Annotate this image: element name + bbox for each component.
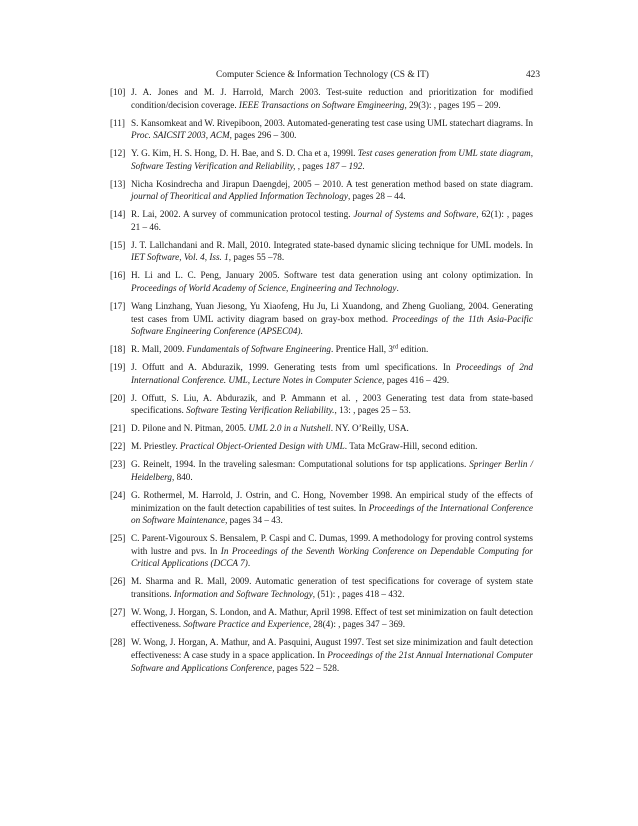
running-header [110, 68, 540, 82]
reference-text-segment: S. Kansomkeat and W. Rivepiboon, 2003. Automated-generating test case using UML statechart diagrams. In [131, 117, 533, 128]
reference-text [131, 575, 533, 600]
reference-number: [13] [110, 178, 126, 189]
reference-entry [110, 147, 533, 172]
reference-entry [110, 208, 533, 233]
reference-text-segment: H. Li and L. C. Peng, January 2005. Software test data generation using ant colony optimization. In [131, 270, 533, 281]
reference-number: [27] [110, 606, 126, 617]
reference-entry [110, 269, 533, 294]
journal-title: Computer Science & Information Technology (CS & IT) [216, 70, 429, 80]
reference-text [131, 178, 533, 203]
page-number: 423 [525, 70, 540, 80]
reference-text-segment: J. Offutt and A. Abdurazik, 1999. Generating tests from uml specifications. In [131, 362, 456, 373]
reference-text-segment: . [362, 160, 365, 171]
reference-text-segment: Wang Linzhang, Yuan Jiesong, Yu Xiaofeng, Hu Ju, Li Xuandong, and Zheng Guoliang, 2004. Generating test cases from UML activity diagram based on gray-box method. [131, 301, 533, 324]
reference-text [131, 440, 533, 453]
reference-text-segment: , pages 296 – 300. [229, 130, 297, 141]
reference-text-segment: , 13: , pages 25 – 53. [334, 405, 411, 416]
reference-text-segment: W. Wong, J. Horgan, S. London, and A. Mathur, April 1998. Effect of test set minimization on fault detection effectiveness. [131, 606, 533, 630]
reference-italic-text: IET Software, Vol. 4, Iss. 1 [131, 252, 229, 263]
reference-entry [110, 361, 533, 386]
reference-number: [16] [110, 270, 126, 281]
reference-text-segment: . [396, 283, 399, 294]
reference-text [131, 532, 533, 570]
reference-number: [12] [110, 148, 126, 159]
reference-text-segment: . [300, 326, 303, 337]
reference-entry [110, 422, 533, 435]
reference-text-segment: , pages [295, 160, 326, 171]
reference-text-segment: , pages 522 – 528. [272, 662, 340, 673]
reference-text [131, 300, 533, 338]
reference-italic-text: 187 – 192 [325, 160, 363, 171]
reference-number: [18] [110, 344, 126, 355]
reference-italic-text: Proceedings of the International Conference on Software Maintenance [131, 502, 533, 526]
reference-text-segment: J. A. Jones and M. J. Harrold, March 2003. Test-suite reduction and prioritization for modified condition/decision coverage. [131, 87, 533, 110]
reference-italic-text: Proceedings of 2nd International Conference. UML, Lecture Notes in Computer Science [131, 362, 533, 385]
reference-text-segment: , pages 55 –78. [228, 252, 285, 263]
reference-number: [17] [110, 301, 126, 312]
reference-text-segment: , 29(3): , pages 195 – 209. [404, 99, 501, 110]
reference-entry [110, 440, 533, 453]
reference-entry [110, 532, 533, 570]
reference-number: [24] [110, 489, 126, 500]
reference-italic-text: Proc. SAICSIT 2003, ACM [131, 130, 230, 141]
reference-entry [110, 343, 533, 356]
reference-italic-text: journal of Theoritical and Applied Information Technology [131, 191, 348, 202]
reference-italic-text: In Proceedings of the Seventh Working Conference on Dependable Computing for Critical Applications (DCCA 7) [131, 545, 533, 569]
reference-text-segment: W. Wong, J. Horgan, A. Mathur, and A. Pasquini, August 1997. Test set size minimization and fault detection effectiveness: A case study in a space application. In [131, 637, 533, 660]
reference-text [131, 208, 533, 233]
reference-italic-text: Proceedings of World Academy of Science, Engineering and Technology [131, 283, 397, 294]
reference-italic-text: Information and Software Technology [173, 588, 313, 599]
reference-entry [110, 575, 533, 600]
reference-entry [110, 392, 533, 417]
reference-number: [10] [110, 87, 126, 97]
reference-italic-text: UML 2.0 in a Nutshell [248, 423, 331, 434]
reference-text-segment: . NY. O’Reilly, USA. [330, 423, 409, 434]
reference-text [131, 269, 533, 294]
reference-text-segment: . Prentice Hall, 3 [331, 344, 393, 355]
reference-italic-text: Software Practice and Experience [183, 619, 309, 630]
reference-number: [11] [110, 117, 125, 128]
reference-text [131, 117, 533, 142]
reference-number: [15] [110, 239, 126, 250]
reference-text-segment: , (51): , pages 418 – 432. [312, 588, 405, 599]
reference-text [131, 422, 533, 435]
reference-entry [110, 178, 533, 203]
reference-italic-text: Software Testing Verification Reliability. [186, 405, 335, 416]
reference-text-segment: , 28(4): , pages 347 – 369. [308, 619, 406, 630]
reference-text-segment: M. Sharma and R. Mall, 2009. Automatic generation of test specifications for coverage of system state transitions. [131, 576, 533, 599]
reference-text [131, 458, 533, 483]
reference-number: [21] [110, 423, 126, 434]
reference-number: [25] [110, 533, 126, 544]
reference-text-segment: M. Priestley. [131, 441, 180, 452]
reference-italic-text: Test cases generation from UML state diagram, Software Testing Verification and Reliability, [131, 148, 533, 171]
reference-italic-text: IEEE Transactions on Software Emgineering [238, 99, 405, 110]
reference-italic-text: Springer Berlin / Heidelberg [131, 459, 533, 482]
reference-italic-text: Proceedings of the 11th Asia-Pacific Software Engineering Conference (APSEC04) [131, 313, 533, 337]
reference-text-segment: C. Parent-Vigouroux S. Bensalem, P. Caspi and C. Dumas, 1999. A methodology for proving control systems with lustre and pvs. In [131, 533, 533, 556]
reference-text-segment: J. T. Lallchandani and R. Mall, 2010. Integrated state-based dynamic slicing technique for UML models. In [131, 239, 533, 250]
reference-number: [14] [110, 209, 126, 220]
reference-number: [22] [110, 441, 126, 452]
reference-text [131, 343, 533, 356]
reference-entry [110, 300, 533, 338]
reference-entry [110, 86, 533, 111]
reference-text [131, 606, 533, 631]
reference-list [110, 86, 533, 680]
reference-text-segment: G. Rothermel, M. Harrold, J. Ostrin, and C. Hong, November 1998. An empirical study of the effects of minimization on the fault detection capabilities of test suites. In [131, 489, 533, 513]
reference-italic-text: Fundamentals of Software Engineering [186, 344, 331, 355]
reference-text-segment: . [247, 558, 251, 569]
reference-text [131, 361, 533, 386]
reference-text-segment: G. Reinelt, 1994. In the traveling salesman: Computational solutions for tsp applications. [131, 459, 470, 470]
reference-entry [110, 458, 533, 483]
reference-text-segment: , pages 28 – 44. [347, 191, 406, 202]
reference-superscript: rd [393, 343, 399, 351]
reference-text-segment: R. Lai, 2002. A survey of communication protocol testing. [131, 209, 354, 220]
reference-number: [26] [110, 576, 126, 587]
reference-text [131, 636, 533, 674]
reference-italic-text: Proceedings of the 21st Annual International Computer Software and Applications Conference [131, 650, 533, 673]
reference-text-segment: J. Offutt, S. Liu, A. Abdurazik, and P. Ammann et al. , 2003 Generating test data from state-based specifications. [131, 392, 533, 416]
reference-text [131, 86, 533, 111]
reference-text-segment: . Tata McGraw-Hill, second edition. [344, 441, 478, 452]
reference-entry [110, 636, 533, 674]
reference-text-segment: , 840. [172, 471, 193, 482]
reference-text-segment: Y. G. Kim, H. S. Hong, D. H. Bae, and S. D. Cha et a, 1999l. [131, 148, 358, 159]
reference-number: [20] [110, 392, 126, 403]
reference-entry [110, 489, 533, 527]
reference-text-segment: , pages 34 – 43. [225, 515, 283, 526]
reference-italic-text: Practical Object-Oriented Design with UML [179, 441, 345, 452]
reference-text [131, 489, 533, 527]
reference-text [131, 147, 533, 172]
reference-entry [110, 117, 533, 142]
reference-italic-text: Journal of Systems and Software [353, 209, 477, 220]
reference-number: [19] [110, 362, 126, 373]
reference-text-segment: Nicha Kosindrecha and Jirapun Daengdej, 2005 – 2010. A test generation method based on state diagram. [131, 178, 533, 189]
reference-text [131, 239, 533, 264]
reference-text [131, 392, 533, 417]
reference-text-segment: , pages 416 – 429. [382, 374, 450, 385]
reference-text-segment: , 62(1): , pages 21 – 46. [131, 209, 534, 232]
reference-number: [23] [110, 459, 126, 470]
reference-entry [110, 239, 533, 264]
reference-text-segment: R. Mall, 2009. [131, 344, 187, 355]
reference-text-segment: D. Pilone and N. Pitman, 2005. [131, 423, 249, 434]
reference-number: [28] [110, 637, 126, 648]
reference-entry [110, 606, 533, 631]
reference-text-segment: edition. [398, 344, 429, 355]
